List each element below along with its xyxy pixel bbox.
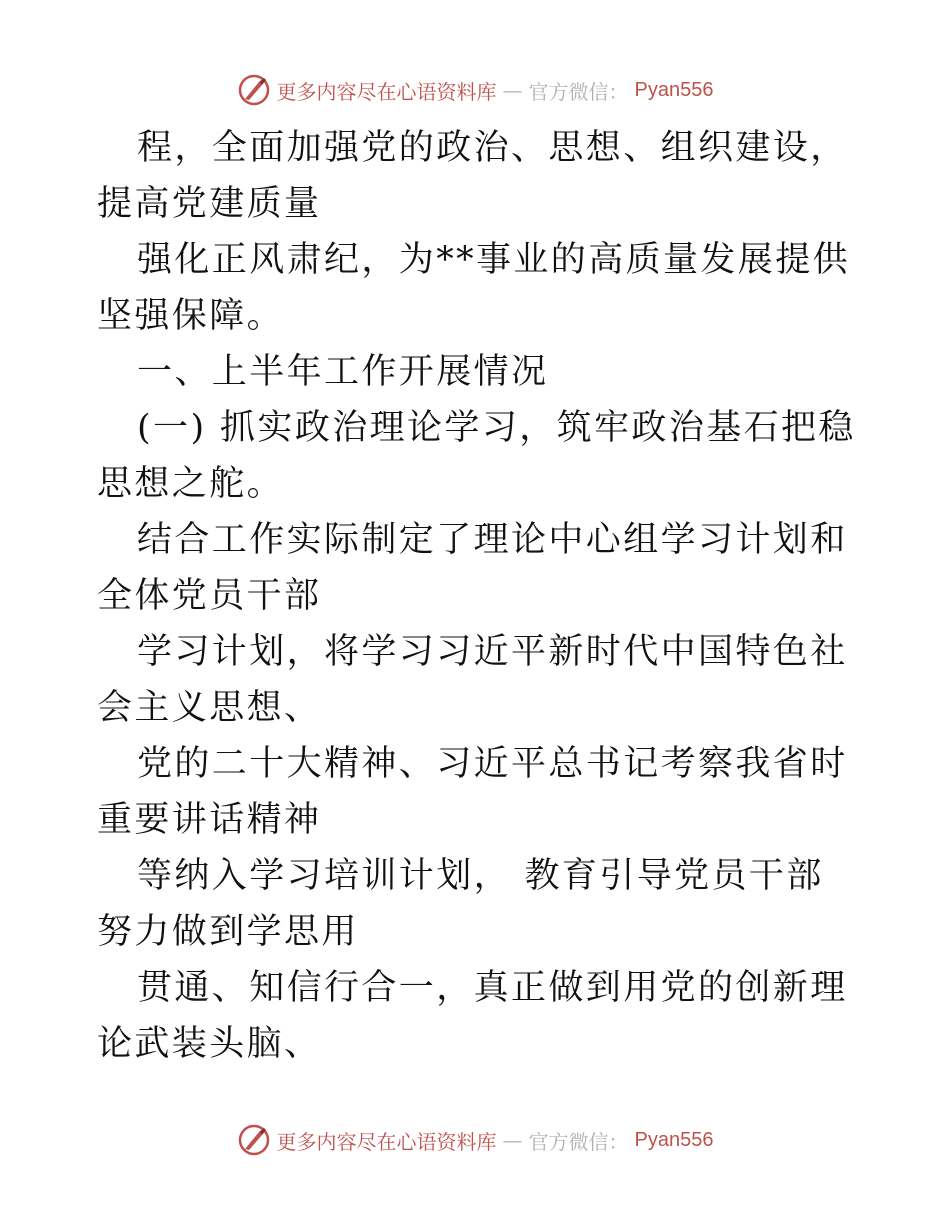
paragraph-9: 贯通、知信行合一，真正做到用党的创新理论武装头脑、 — [97, 968, 848, 1064]
paragraph-6: 学习计划，将学习习近平新时代中国特色社会主义思想、 — [97, 632, 848, 728]
document-body — [97, 120, 857, 1072]
footer-brand-text: 更多内容尽在心语资料库 — [276, 1129, 497, 1154]
header-banner — [0, 70, 950, 110]
header-contact-label: 官方微信： — [528, 79, 629, 104]
header-separator: — — [502, 78, 523, 102]
paragraph-2: 强化正风肃纪，为**事业的高质量发展提供坚强保障。 — [97, 240, 851, 336]
header-brand-text: 更多内容尽在心语资料库 — [276, 79, 497, 104]
footer-contact-label: 官方微信： — [528, 1129, 629, 1154]
header-contact-id: Pyan556 — [634, 78, 714, 101]
footer-contact-id: Pyan556 — [634, 1128, 714, 1151]
paragraph-1: 程，全面加强党的政治、思想、组织建设，提高党建质量 — [97, 128, 848, 224]
quill-logo-icon — [237, 73, 271, 107]
paragraph-8: 等纳入学习培训计划， 教育引导党员干部努力做到学思用 — [97, 856, 824, 952]
quill-logo-icon — [237, 1123, 271, 1157]
paragraph-5: 结合工作实际制定了理论中心组学习计划和全体党员干部 — [97, 520, 848, 616]
section-heading: 一、上半年工作开展情况 — [137, 352, 549, 392]
footer-separator: — — [502, 1128, 523, 1152]
footer-banner — [0, 1120, 950, 1160]
subsection-heading: (一) 抓实政治理论学习，筑牢政治基石把稳思想之舵。 — [97, 408, 856, 504]
paragraph-7: 党的二十大精神、习近平总书记考察我省时重要讲话精神 — [97, 744, 848, 840]
